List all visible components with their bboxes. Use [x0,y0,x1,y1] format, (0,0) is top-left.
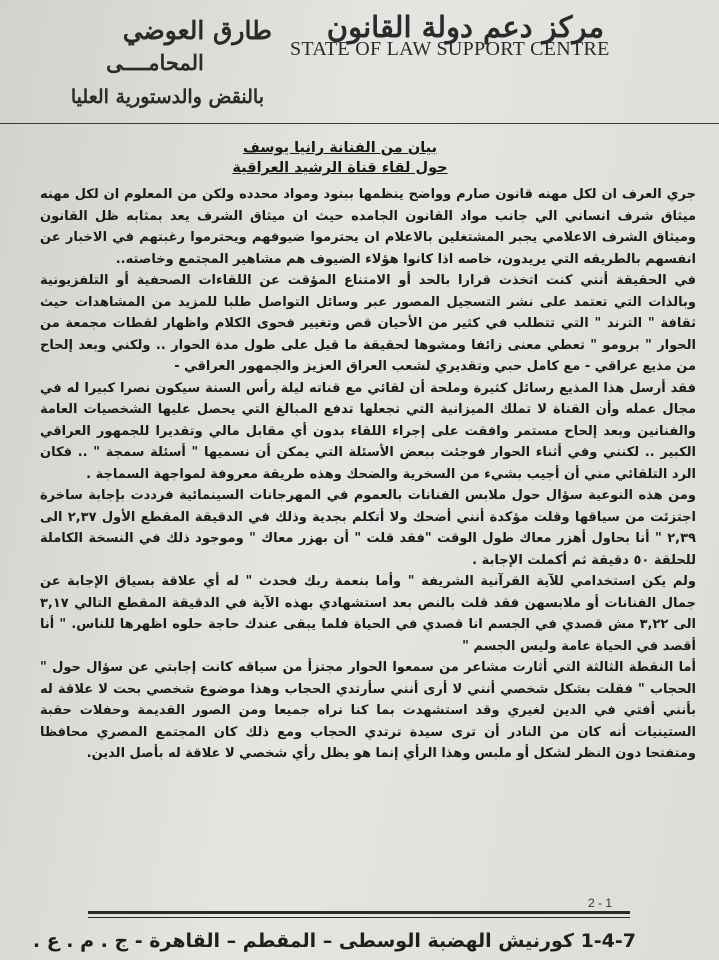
footer-divider-thin [88,917,630,918]
paragraph: ولم يكن استخدامي للآية القرآنية الشريفة " وأما بنعمة ربك فحدث " له أي علاقة بسياق الإجابة عن جمال الفنانات أو ملابسهن فقد قلت بالنص بعد استشهادي بهذه الآية في الدقيقة المقطع التالي ٣,١٧ الى ٣,٢٢ مش قصدي في الجسم انا قصدي في الحياة فلما يبقى عندك حاجة حلوه اظهرها للناس. " أنا أقصد في الحياة عامة وليس الجسم " [40,574,697,654]
paragraph: ومن هذه النوعية سؤال حول ملابس الفنانات بالعموم في المهرجانات السينمائية فرددت بإجابة ساخرة اجتزئت من سياقها وقلت مؤكدة أنني أضحك ولا أتكلم بجدية وذلك في الدقيقة المقطع الأول ٢,٣٧ الى ٢,٣٩ " أنا بحاول أهزر معاك طول الوقت "فقد قلت " أن بهزر معاك " وموجود ذلك في النسخة الكاملة للحلقة ٥٠ دقيقة ثم أكملت الإجابة . [40,488,697,568]
document-title: بيان من الفنانة رانيا يوسف [242,140,438,156]
paragraph: أما النقطة الثالثة التي أثارت مشاعر من سمعوا الحوار مجتزأ من سياقه كانت إجابتي عن سؤال حول " الحجاب " فقلت بشكل شخصي أنني لا أرى أنني سأرتدي الحجاب وهذا موضوع شخصي بحت لا علاقة له بأنني أفتي في الدين لغيري وقد استشهدت بما كنا نراه جميعا ومن الصور القديمة وحفلات حقبة الستينيات أنه كان من النادر أن ترى سيدة ترتدي الحجاب ومع ذلك كان المجتمع المصري محافظا ومتفتحا دون النظر لشكل أو ملبس وهذا الرأي إنما هو يظل رأي شخصي لا علاقة له بأصل الدين. [40,660,696,761]
footer-divider [88,911,630,914]
page-number: 2 - 1 [588,896,613,910]
footer-address: 1-4-7 كورنيش الهضبة الوسطى – المقطم – القاهرة - ج . م . ع . [32,930,636,952]
statement-body [40,184,696,765]
lawyer-name: طارق العوضي [122,16,272,45]
header-divider [0,123,719,124]
centre-name-english: STATE OF LAW SUPPORT CENTRE [290,38,610,60]
paragraph: فقد أرسل هذا المذيع رسائل كثيرة وملحة أن لقائي مع قناته ليلة رأس السنة سيكون نصرا كبيرا له في مجال عمله وأن القناة لا تملك الميزانية التي تجعلها تدفع المبالغ التي يحصل عليها الشخصيات العامة والفنانين وبعد إلحاح مستمر وافقت على إجراء اللقاء بدون أي مقابل مالي وتقديرا للجمهور العراقي الكبير .. لكنني وفي أثناء الحوار فوجئت ببعض الأسئلة التي يمكن أن نسميها " أسئلة سمجة " .. فكان الرد التلقائي مني أن أجيب بشيء من السخرية والضحك وهذه طريقة معروفة لمواجهة السماجة . [40,380,696,482]
lawyer-court: بالنقض والدستورية العليا [70,86,264,108]
centre-name-arabic: مركز دعم دولة القانون [326,10,604,44]
lawyer-title: المحامــــى [106,50,204,75]
paragraph: جري العرف ان لكل مهنه قانون صارم وواضح ينظمها ببنود ومواد محدده ولكن من المعلوم ان لكل مهنه ميثاق شرف انساني الي جانب مواد القانون الجامده حيث ان ميثاق الشرف يعد بمثابه ظل القانون وميثاق الشرف الاعلامي يجبر المشتغلين بالاعلام ان يحترموا ضيوفهم ويحترموا رغبتهم في الاخبار عن انفسهم بالطريقه التي يريدون، خاصه اذا كانوا هؤلاء الضيوف هم مشاهير المجتمع وخاصته.. [40,187,696,267]
paragraph: في الحقيقة أنني كنت اتخذت قرارا بالحد أو الامتناع المؤقت عن اللقاءات الصحفية أو التلفزيونية وبالذات التي تعتمد على نشر التسجيل المصور عبر وسائل التواصل طلبا للمزيد من المشاهدات حيث ثقافة " الترند " التي تتطلب في كثير من الأحيان قص وتغيير فحوى الكلام واظهار لقطات مجمعة من الحوار " برومو " تعطي معنى زائفا ومشوها لحقيقة ما قيل على طول مدة الحوار .. ولكني وبعد إلحاح من مذيع عراقي - مع كامل حبي وتقديري لشعب العراق العزيز والجمهور العراقي - [40,273,696,374]
document-subtitle: حول لقاء قناة الرشيد العراقية [232,160,448,176]
